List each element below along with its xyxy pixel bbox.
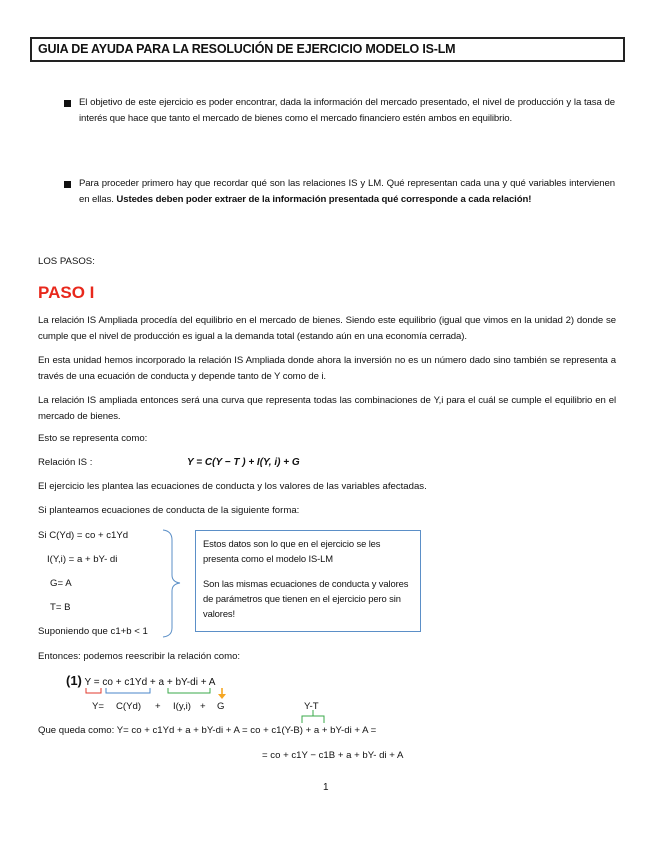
bracket-red bbox=[86, 688, 101, 693]
eq-label-investment: I(y,i) bbox=[173, 701, 191, 712]
plantea-text: El ejercicio les plantea las ecuaciones de conducta y los valores de las variables afectadas. bbox=[38, 481, 427, 492]
bullet-paragraph-2: Para proceder primero hay que recordar qué son las relaciones IS y LM. Qué representan cada una y qué variables intervienen en ellas. Ustedes deben poder extraer de la información presentada qué corresponde a cada relación! bbox=[79, 178, 615, 205]
equation-expression: Y = co + c1Yd + a + bY-di + A bbox=[84, 677, 216, 688]
paso-heading: PASO I bbox=[38, 283, 95, 302]
eq-label-yt: Y-T bbox=[304, 701, 319, 712]
relation-label: Relación IS : bbox=[38, 457, 93, 468]
paragraph-2: En esta unidad hemos incorporado la relación IS Ampliada donde ahora la inversión no es un número dado sino también se representa a través de una ecuación de conducta y depende tanto de Y como de i. bbox=[38, 355, 616, 382]
equation-government: G= A bbox=[50, 578, 72, 589]
bullet-paragraph-1: El objetivo de este ejercicio es poder encontrar, dada la información del mercado presentado, el nivel de producción y la tasa de interés que hace que tanto el mercado de bienes como el mercado financiero estén ambos en equilibrio. bbox=[79, 97, 615, 124]
bracket-green bbox=[168, 688, 210, 693]
si-planteamos-text: Si planteamos ecuaciones de conducta de la siguiente forma: bbox=[38, 505, 300, 516]
paragraph-1: La relación IS Ampliada procedía del equilibrio en el mercado de bienes. Siendo este equilibrio (igual que vimos en la unidad 2) donde se cumple que el nivel de producción es igual a la demanda total (estando aún en una economía cerrada). bbox=[38, 315, 616, 342]
final-line: = co + c1Y − c1B + a + bY- di + A bbox=[262, 750, 404, 761]
equation-number: (1) bbox=[66, 673, 82, 688]
eq-label-plus-1: + bbox=[155, 701, 161, 712]
right-brace-icon bbox=[163, 530, 180, 637]
eq-label-plus-2: + bbox=[200, 701, 206, 712]
que-queda-text: Que queda como: Y= co + c1Yd + a + bY-di + A = co + c1(Y-B) + a + bY-di + A = bbox=[38, 725, 377, 736]
relation-formula: Y = C(Y − T ) + I(Y, i) + G bbox=[187, 457, 300, 468]
eq-label-government: G bbox=[217, 701, 225, 712]
bracket-yt bbox=[302, 716, 324, 723]
callout-text-1: Estos datos son lo que en el ejercicio se les presenta como el modelo IS-LM bbox=[203, 538, 381, 564]
document-title: GUIA DE AYUDA PARA LA RESOLUCIÓN DE EJERCICIO MODELO IS-LM bbox=[38, 42, 456, 56]
bracket-blue bbox=[106, 688, 150, 693]
callout-text-2: Son las mismas ecuaciones de conducta y valores de parámetros que tienen en el ejercicio pero sin valores! bbox=[203, 578, 409, 619]
eq-label-y: Y= bbox=[92, 701, 105, 712]
paragraph-4: Esto se representa como: bbox=[38, 433, 148, 444]
equation-taxes: T= B bbox=[50, 602, 71, 613]
eq-label-consumption: C(Yd) bbox=[116, 701, 142, 712]
equation-consumption: Si C(Yd) = co + c1Yd bbox=[38, 530, 129, 541]
steps-label: LOS PASOS: bbox=[38, 256, 95, 267]
entonces-text: Entonces: podemos reescribir la relación como: bbox=[38, 651, 241, 662]
equation-investment: I(Y,i) = a + bY- di bbox=[47, 554, 118, 565]
page-number: 1 bbox=[323, 782, 329, 793]
paragraph-3: La relación IS ampliada entonces será una curva que representa todas las combinaciones de Y,i para el cuál se cumple el equilibrio en el mercado de bienes. bbox=[38, 395, 616, 422]
equation-condition: Suponiendo que c1+b < 1 bbox=[38, 626, 148, 637]
